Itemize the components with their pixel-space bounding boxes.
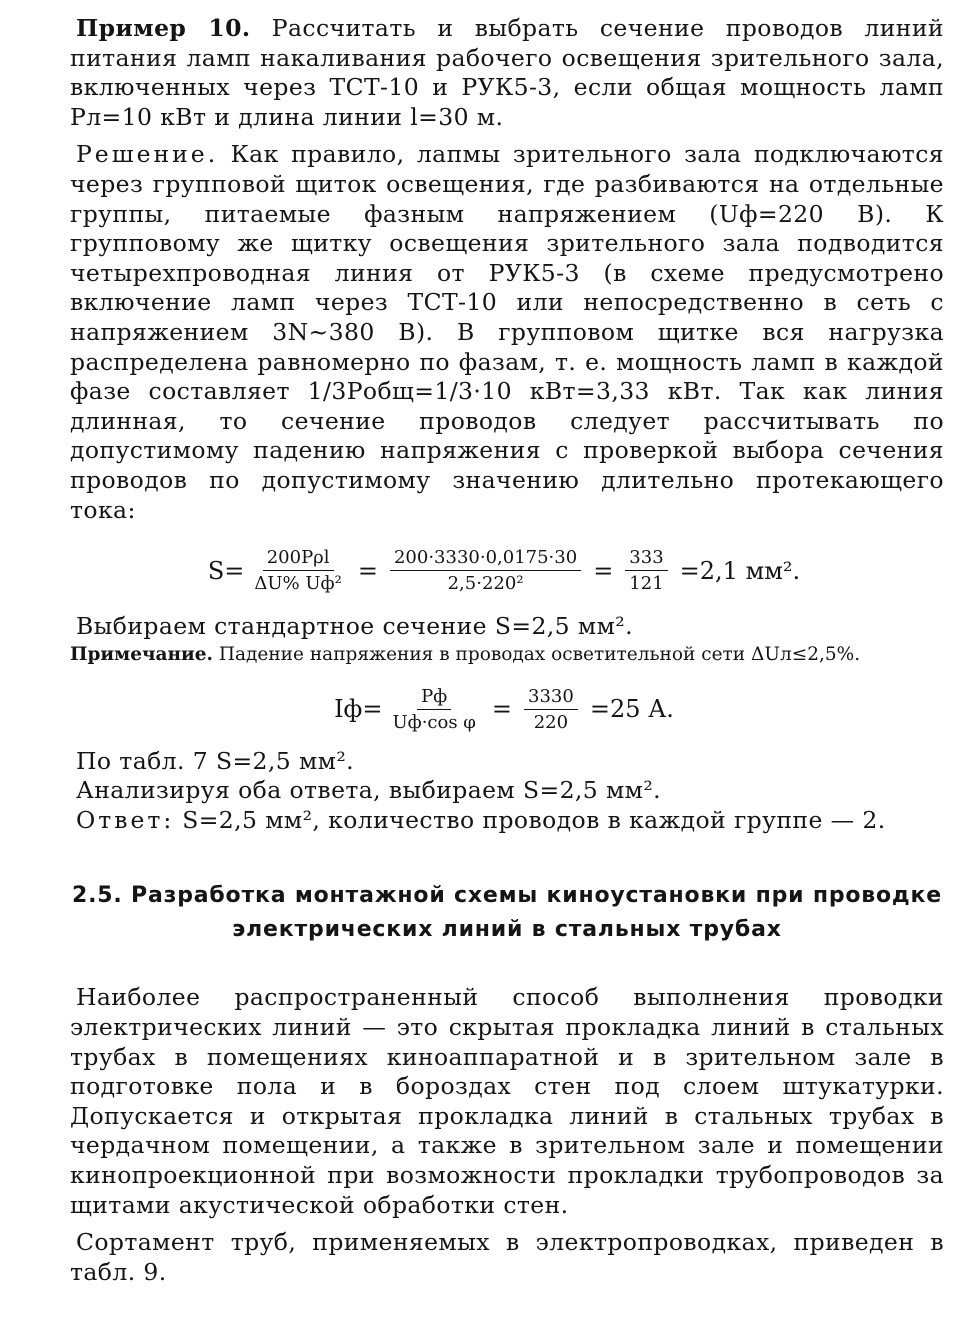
- formula1-frac1-num: 200Pρl: [263, 547, 334, 571]
- formula1-result: =2,1 мм².: [679, 556, 801, 585]
- formula1-frac1-den: ΔU% Uф²: [254, 573, 342, 595]
- formula1-frac3-den: 121: [629, 573, 664, 595]
- formula1-frac1: [250, 547, 345, 594]
- formula2-frac2-den: 220: [533, 711, 569, 733]
- solution-label: Решение.: [76, 140, 219, 169]
- formula1-frac2: [390, 547, 581, 594]
- answer-text: S=2,5 мм², количество проводов в каждой группе — 2.: [174, 805, 886, 834]
- formula1-frac2-num: 200·3330·0,0175·30: [390, 547, 581, 571]
- formula1-frac3-num: 333: [625, 547, 667, 571]
- document-page: [70, 14, 944, 1287]
- solution-paragraph: [70, 140, 944, 525]
- formula-cross-section: [70, 547, 944, 594]
- formula2-frac2-num: 3330: [524, 686, 578, 710]
- answer-line: [70, 806, 944, 836]
- formula2-result: =25 А.: [589, 695, 674, 724]
- formula2-frac1-den: Uф·cos φ: [392, 711, 476, 733]
- formula-current: [70, 686, 944, 733]
- example-text: Рассчитать и выбрать сечение проводов линий питания ламп накаливания рабочего освещения зрительного зала, включенных через ТСТ-10 и РУК5-3, если общая мощность ламп Pл=10 кВт и длина линии l=30 м.: [70, 14, 944, 131]
- formula2-frac2: [524, 686, 578, 733]
- formula2-eq1: =: [491, 695, 513, 724]
- note-text: Падение напряжения в проводах осветительной сети ΔUл≤2,5%.: [212, 643, 861, 665]
- formula2-lhs: Iф=: [334, 695, 383, 724]
- by-table-line: По табл. 7 S=2,5 мм².: [76, 746, 355, 775]
- formula1-frac3: [625, 547, 667, 594]
- section-title-line1: 2.5. Разработка монтажной схемы киноустановки при проводке: [72, 883, 942, 909]
- formula1-lhs: S=: [207, 556, 245, 585]
- section-title-line2: электрических линий в стальных трубах: [232, 917, 782, 943]
- answer-label: Ответ:: [76, 805, 175, 834]
- example-paragraph: [70, 14, 944, 132]
- body-paragraph-2: Сортамент труб, применяемых в электропроводках, приведен в табл. 9.: [70, 1228, 944, 1286]
- formula1-eq2: =: [593, 556, 614, 585]
- formula2-frac1: [388, 686, 479, 733]
- formula2-frac1-num: Pф: [417, 686, 451, 710]
- note-label: Примечание.: [70, 643, 213, 665]
- choose-standard-line: Выбираем стандартное сечение S=2,5 мм².: [76, 612, 633, 641]
- analyzing-line: Анализируя оба ответа, выбираем S=2,5 мм².: [76, 776, 662, 805]
- formula1-frac2-den: 2,5·220²: [447, 573, 524, 595]
- section-heading: [70, 879, 944, 947]
- example-heading: Пример 10.: [76, 14, 251, 42]
- body-paragraph-1: Наиболее распространенный способ выполнения проводки электрических линий — это скрытая прокладка линий в стальных трубах в помещениях киноаппаратной и в зрительном зале в подготовке пола и в бороздах стен под слоем штукатурки. Допускается и открытая прокладка линий в стальных трубах в чердачном помещении, а также в зрительном зале и помещении кинопроекционной при возможности прокладки трубопроводов за щитами акустической обработки стен.: [70, 983, 944, 1219]
- note-line: [70, 642, 944, 668]
- solution-text: Как правило, лапмы зрительного зала подключаются через групповой щиток освещения, где разбиваются на отдельные группы, питаемые фазным напряжением (Uф=220 В). К групповому же щитку освещения зрительного зала подводится четырехпроводная линия от РУК5-3 (в схеме предусмотрено включение ламп через ТСТ-10 или непосредственно в сеть с напряжением 3N~380 В). В групповом щитке вся нагрузка распределена равномерно по фазам, т. е. мощность ламп в каждой фазе составляет 1/3Pобщ=1/3·10 кВт=3,33 кВт. Так как линия длинная, то сечение проводов следует рассчитывать по допустимому падению напряжения с проверкой выбора сечения проводов по допустимому значению длительно протекающего тока:: [70, 140, 944, 524]
- formula1-eq1: =: [357, 556, 378, 585]
